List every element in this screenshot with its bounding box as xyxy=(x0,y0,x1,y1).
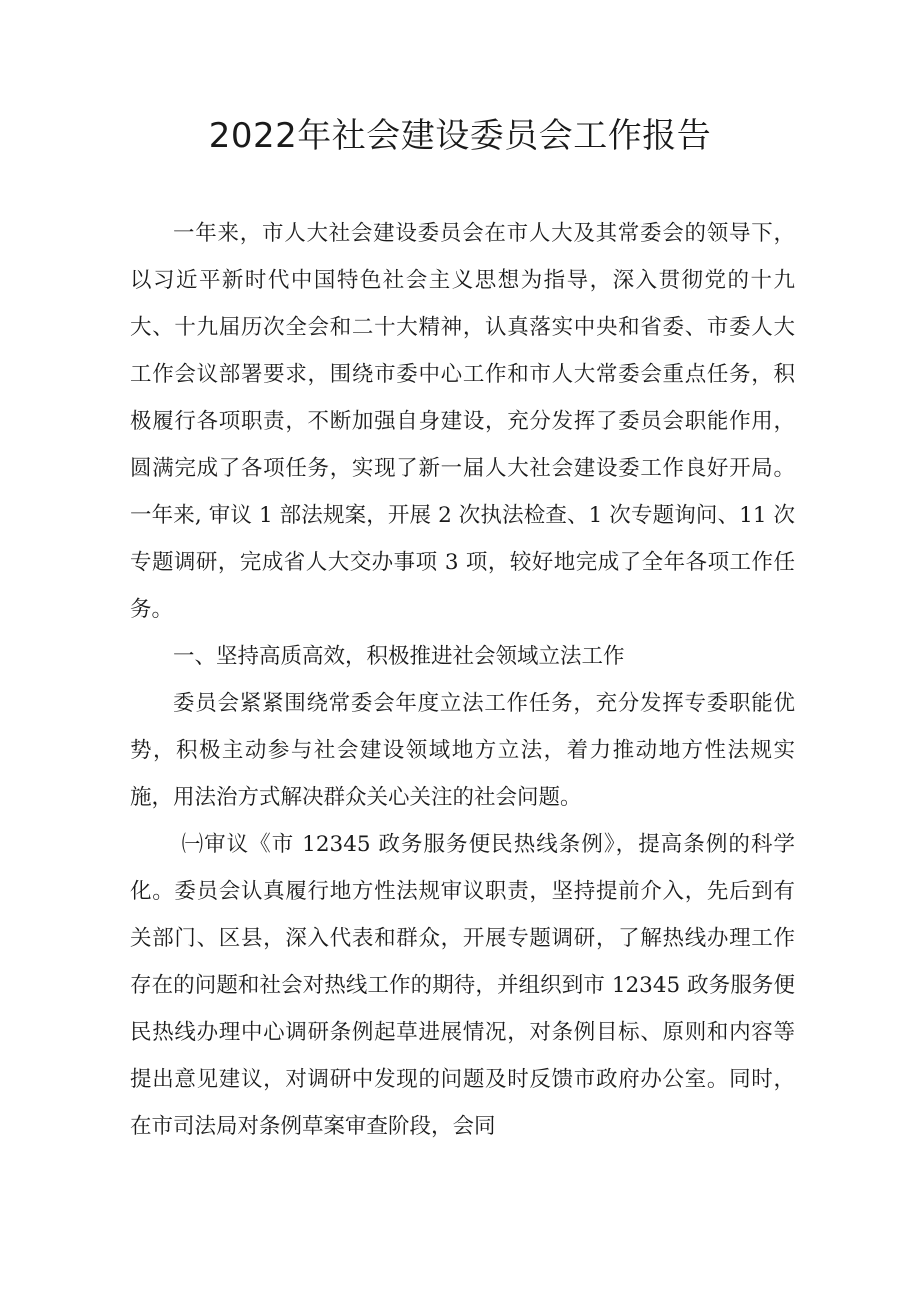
document-body xyxy=(130,210,795,1150)
paragraph-subsection-1: ㈠审议《市 12345 政务服务便民热线条例》，提高条例的科学化。委员会认真履行地方性法规审议职责，坚持提前介入，先后到有关部门、区县，深入代表和群众，开展专题调研，了解热线办理工作存在的问题和社会对热线工作的期待，并组织到市 12345 政务服务便民热线办理中心调研条例起草进展情况，对条例目标、原则和内容等提出意见建议，对调研中发现的问题及时反馈市政府办公室。同时，在市司法局对条例草案审查阶段，会同 xyxy=(130,832,795,1139)
document-title: 2022年社会建设委员会工作报告 xyxy=(208,116,712,156)
section-heading-1: 一、坚持高质高效，积极推进社会领域立法工作 xyxy=(173,644,625,669)
paragraph-section-1: 委员会紧紧围绕常委会年度立法工作任务，充分发挥专委职能优势，积极主动参与社会建设领域地方立法，着力推动地方性法规实施，用法治方式解决群众关心关注的社会问题。 xyxy=(130,691,795,810)
paragraph-intro: 一年来，市人大社会建设委员会在市人大及其常委会的领导下，以习近平新时代中国特色社会主义思想为指导，深入贯彻党的十九大、十九届历次全会和二十大精神，认真落实中央和省委、市委人大工作会议部署要求，围绕市委中心工作和市人大常委会重点任务，积极履行各项职责，不断加强自身建设，充分发挥了委员会职能作用，圆满完成了各项任务，实现了新一届人大社会建设委工作良好开局。一年来, 审议 1 部法规案，开展 2 次执法检查、1 次专题询问、11 次专题调研，完成省人大交办事项 3 项，较好地完成了全年各项工作任务。 xyxy=(130,221,795,622)
